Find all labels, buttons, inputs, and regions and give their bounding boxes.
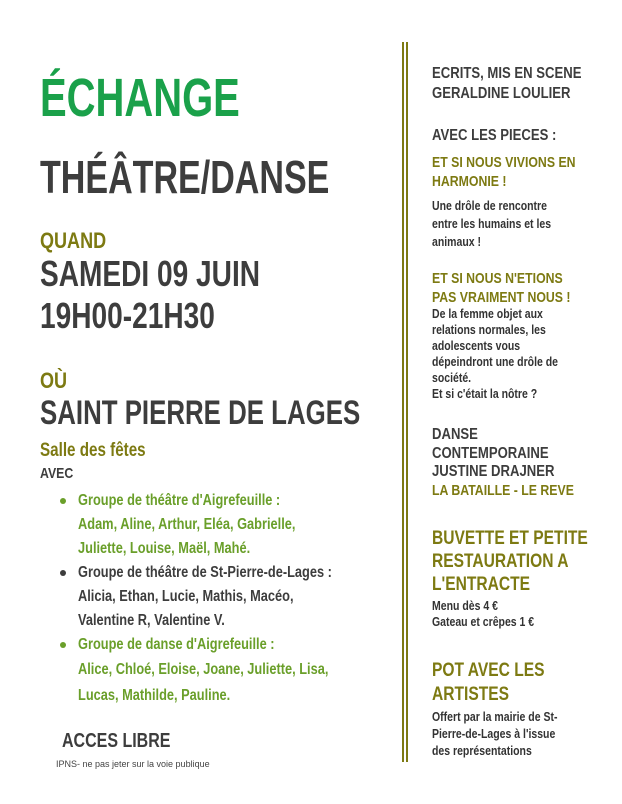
group-members: Lucas, Mathilde, Pauline. bbox=[78, 687, 231, 704]
when-label: QUAND bbox=[40, 228, 107, 253]
buvette-title: BUVETTE ET PETITE bbox=[432, 528, 588, 549]
piece2-description: société. bbox=[432, 371, 472, 385]
piece1-description: entre les humains et les bbox=[432, 217, 552, 231]
group-members: Alice, Chloé, Eloise, Joane, Juliette, Lisa, bbox=[78, 661, 329, 678]
title-theatre-danse: THÉÂTRE/DANSE bbox=[40, 151, 330, 203]
dance-line: DANSE bbox=[432, 426, 478, 443]
with-label: AVEC bbox=[40, 465, 74, 482]
event-venue: Salle des fêtes bbox=[40, 440, 146, 461]
piece2-title: PAS VRAIMENT NOUS ! bbox=[432, 289, 571, 306]
pot-title: POT AVEC LES bbox=[432, 660, 545, 681]
piece1-description: animaux ! bbox=[432, 235, 482, 249]
dance-title: LA BATAILLE - LE REVE bbox=[432, 482, 574, 499]
group-members: Adam, Aline, Arthur, Eléa, Gabrielle, bbox=[78, 516, 296, 533]
pieces-label: AVEC LES PIECES : bbox=[432, 127, 557, 144]
group-members: Alicia, Ethan, Lucie, Mathis, Macéo, bbox=[78, 588, 294, 605]
pot-description: Pierre-de-Lages à l'issue bbox=[432, 727, 556, 741]
piece2-title: ET SI NOUS N'ETIONS bbox=[432, 270, 563, 287]
dance-line: JUSTINE DRAJNER bbox=[432, 463, 555, 480]
dance-line: CONTEMPORAINE bbox=[432, 445, 549, 462]
menu-price: Menu dès 4 € bbox=[432, 599, 498, 613]
group-members: Valentine R, Valentine V. bbox=[78, 612, 225, 629]
buvette-title: L'ENTRACTE bbox=[432, 574, 531, 595]
ipns-notice: IPNS- ne pas jeter sur la voie publique bbox=[56, 759, 210, 769]
access-label: ACCES LIBRE bbox=[62, 730, 171, 752]
column-divider bbox=[402, 42, 408, 762]
credits-line: ECRITS, MIS EN SCENE bbox=[432, 65, 582, 82]
event-time: 19H00-21H30 bbox=[40, 295, 215, 336]
piece2-description: De la femme objet aux bbox=[432, 307, 543, 321]
piece2-description: dépeindront une drôle de bbox=[432, 355, 559, 369]
buvette-title: RESTAURATION A bbox=[432, 551, 569, 572]
bullet-icon bbox=[60, 570, 66, 576]
group-name: Groupe de danse d'Aigrefeuille : bbox=[78, 636, 275, 653]
pot-description: des représentations bbox=[432, 744, 532, 758]
pot-title: ARTISTES bbox=[432, 684, 510, 705]
bullet-icon bbox=[60, 498, 66, 504]
piece2-description: Et si c'était la nôtre ? bbox=[432, 387, 538, 401]
piece2-description: adolescents vous bbox=[432, 339, 521, 353]
where-label: OÙ bbox=[40, 368, 68, 393]
title-echange: ÉCHANGE bbox=[40, 68, 240, 128]
piece2-description: relations normales, les bbox=[432, 323, 546, 337]
pot-description: Offert par la mairie de St- bbox=[432, 710, 558, 724]
piece1-title: ET SI NOUS VIVIONS EN bbox=[432, 154, 576, 171]
piece1-title: HARMONIE ! bbox=[432, 173, 507, 190]
bullet-icon bbox=[60, 642, 66, 648]
event-date: SAMEDI 09 JUIN bbox=[40, 253, 261, 294]
menu-price: Gateau et crêpes 1 € bbox=[432, 615, 535, 629]
event-place: SAINT PIERRE DE LAGES bbox=[40, 394, 361, 432]
group-members: Juliette, Louise, Maël, Mahé. bbox=[78, 540, 251, 557]
group-name: Groupe de théâtre d'Aigrefeuille : bbox=[78, 492, 281, 509]
piece1-description: Une drôle de rencontre bbox=[432, 199, 547, 213]
group-name: Groupe de théâtre de St-Pierre-de-Lages : bbox=[78, 564, 332, 581]
credits-line: GERALDINE LOULIER bbox=[432, 85, 571, 102]
